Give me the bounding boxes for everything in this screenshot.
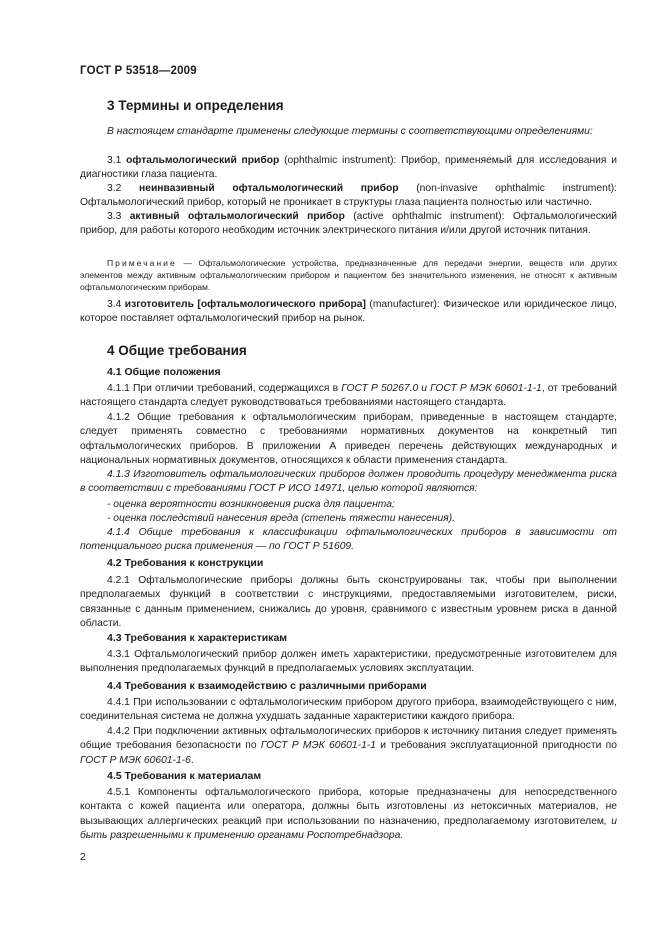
risk-item-consequences: - оценка последствий нанесения вреда (степень тяжести нанесения). xyxy=(107,513,456,524)
clause-text-italic: , и быть разрешенными к применению органами Роспотребнадзора. xyxy=(80,815,617,842)
term-definition: (active ophthalmic instrument): Офтальмологический прибор, для работы которого необходим источник электрического питания и/или другой источник питания. xyxy=(80,211,617,237)
term-name: активный офтальмологический прибор xyxy=(129,211,345,222)
section-4-heading: 4 Общие требования xyxy=(107,343,247,358)
subsection-4-1-heading: 4.1 Общие положения xyxy=(107,366,221,378)
risk-item-probability: - оценка вероятности возникновения риска для пациента; xyxy=(107,499,395,510)
term-number: 3.3 xyxy=(107,211,130,222)
clause-text: 4.1.1 При отличии требований, содержащихся в xyxy=(107,383,342,394)
note-3-3 xyxy=(80,257,617,294)
subsection-4-3-heading: 4.3 Требования к характеристикам xyxy=(107,632,288,644)
term-3-3 xyxy=(80,210,617,239)
term-3-1 xyxy=(80,154,617,183)
term-number: 3.4 xyxy=(107,299,125,310)
term-definition: (manufacturer): Физическое или юридическое лицо, которое поставляет офтальмологический прибор на рынок. xyxy=(80,299,617,325)
term-name: неинвазивный офтальмологический прибор xyxy=(139,183,399,194)
clause-4-4-1: 4.4.1 При использовании с офтальмологическим прибором другого прибора, взаимодействующего с ним, соединительная система не должна ухудшать заданные характеристики каждого прибора. xyxy=(80,697,617,723)
standard-ref: ГОСТ Р МЭК 60601-1-6 xyxy=(80,754,191,766)
clause-4-1-2: 4.1.2 Общие требования к офтальмологическим приборам, приведенные в настоящем стандарте, следует применять совместно с требованиями нормативных документов на конкретный тип офтальмологических приборов. В приложении А приведен перечень действующих международных и национальных нормативных документов, относящихся к области применения стандарта. xyxy=(80,412,617,467)
note-text: — Офтальмологические устройства, предназначенные для передачи энергии, веществ или других элементов между активным офтальмологическим прибором и пациентом без значительного изменения, не относят к активным офтальмологическим приборам. xyxy=(80,258,617,293)
subsection-4-4-heading: 4.4 Требования к взаимодействию с различными приборами xyxy=(107,680,427,692)
clause-4-2-1: 4.2.1 Офтальмологические приборы должны быть сконструированы так, чтобы при выполнении предполагаемых функций в соответствии с инструкциями, предоставляемыми изготовителем, риски, связанные с данным применением, снижались до уровня, сравнимого с известным уровнем риска в данной области. xyxy=(80,575,617,630)
standard-ref: ГОСТ Р МЭК 60601-1-1 xyxy=(260,740,376,752)
clause-text: 4.4.2 При подключении активных офтальмологических приборов к источнику питания следует применять общие требования безопасности по xyxy=(80,726,617,752)
subsection-4-2-heading: 4.2 Требования к конструкции xyxy=(107,557,264,569)
term-number: 3.1 xyxy=(107,155,127,166)
term-3-2 xyxy=(80,182,617,211)
clause-4-4-2 xyxy=(80,725,617,768)
clause-4-3-1: 4.3.1 Офтальмологический прибор должен иметь характеристики, предусмотренные изготовителем для выполнения предполагаемых функций в предполагаемых условиях эксплуатации. xyxy=(80,649,617,675)
term-definition: (non-invasive ophthalmic instrument): Офтальмологический прибор, который не проникает в структуры глаза пациента полностью или частично. xyxy=(80,183,617,209)
page-number: 2 xyxy=(80,851,86,863)
clause-text: и xyxy=(418,383,431,394)
clause-text: 4.5.1 Компоненты офтальмологического прибора, которые предназначены для непосредственного контакта с кожей пациента или оператора, должны быть изготовлены из нетоксичных материалов, не вызывающих аллергических реакций при использовании по назначению, предполагаемому изготовителем xyxy=(80,787,617,827)
term-name: офтальмологический прибор xyxy=(126,155,280,166)
term-number: 3.2 xyxy=(107,183,139,194)
term-name: изготовитель [офтальмологического прибора] xyxy=(124,299,366,310)
clause-text: , от требований настоящего стандарта следует руководствоваться требованиями настоящего стандарта. xyxy=(80,383,618,409)
section-3-intro: В настоящем стандарте применены следующие термины с соответствующими определениями: xyxy=(107,126,593,137)
clause-4-5-1 xyxy=(80,786,617,844)
clause-text: и требования эксплуатационной пригодности по xyxy=(375,740,617,752)
section-3-heading: 3 Термины и определения xyxy=(107,98,284,113)
standard-ref: ГОСТ Р МЭК 60601-1-1 xyxy=(430,383,542,394)
clause-4-1-4: 4.1.4 Общие требования к классификации офтальмологических приборов в зависимости от потенциального риска применения — по ГОСТ Р 51609. xyxy=(80,527,617,553)
note-label: Примечание xyxy=(107,258,177,268)
subsection-4-5-heading: 4.5 Требования к материалам xyxy=(107,770,262,782)
standard-ref: ГОСТ Р 50267.0 xyxy=(341,383,419,394)
term-3-4 xyxy=(80,298,617,327)
term-definition: (ophthalmic instrument): Прибор, применяемый для исследования и диагностики глаза пациента. xyxy=(80,155,617,181)
document-id: ГОСТ Р 53518—2009 xyxy=(80,65,197,77)
clause-4-1-1 xyxy=(80,382,617,411)
clause-4-1-3: 4.1.3 Изготовитель офтальмологических приборов должен проводить процедуру менеджмента риска в соответствии с требованиями ГОСТ Р ИСО 14971, целью которой являются: xyxy=(80,469,617,495)
clause-text: . xyxy=(190,754,194,766)
